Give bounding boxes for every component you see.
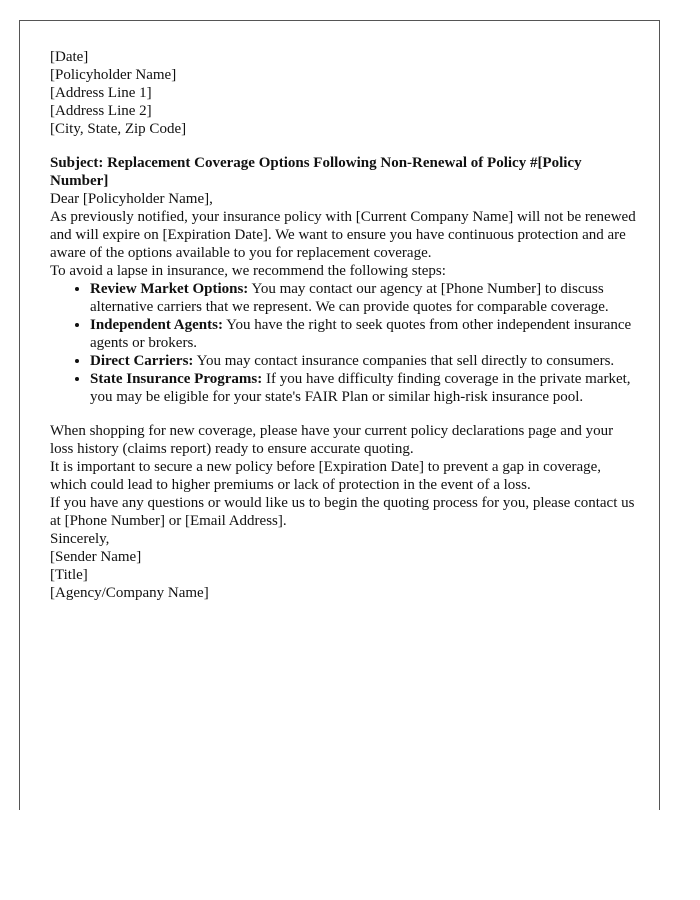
signature-block [50, 548, 640, 602]
recipient-address-line-2: [Address Line 2] [50, 103, 152, 119]
list-item [90, 280, 640, 316]
steps-intro: To avoid a lapse in insurance, we recommend the following steps: [50, 263, 446, 279]
step-title: Review Market Options: [90, 281, 249, 297]
salutation: Dear [Policyholder Name], [50, 191, 213, 207]
step-title: Independent Agents: [90, 317, 223, 333]
step-text: If you have difficulty finding coverage in the private market, you may be eligible for your state's FAIR Plan or similar high-risk insurance pool. [90, 371, 631, 405]
recipient-address-line-1: [Address Line 1] [50, 85, 152, 101]
recipient-city-state-zip: [City, State, Zip Code] [50, 121, 187, 137]
sender-name: [Sender Name] [50, 549, 142, 565]
questions-paragraph: If you have any questions or would like us to begin the quoting process for you, please contact us at [Phone Number] or [Email Address]. [50, 495, 635, 529]
intro-paragraph: As previously notified, your insurance policy with [Current Company Name] will not be renewed and will expire on [Expiration Date]. We want to ensure you have continuous protection and are aware of the options available to you for replacement coverage. [50, 209, 636, 261]
step-title: State Insurance Programs: [90, 371, 263, 387]
recipient-address [50, 66, 640, 138]
step-title: Direct Carriers: [90, 353, 194, 369]
letter-subject: Subject: Replacement Coverage Options Following Non-Renewal of Policy #[Policy Number] [50, 155, 582, 189]
step-text: You may contact insurance companies that sell directly to consumers. [193, 353, 615, 369]
letter-page [19, 20, 660, 810]
importance-paragraph: It is important to secure a new policy before [Expiration Date] to prevent a gap in coverage, which could lead to higher premiums or lack of protection in the event of a loss. [50, 459, 602, 493]
shopping-paragraph: When shopping for new coverage, please have your current policy declarations page and your loss history (claims report) ready to ensure accurate quoting. [50, 423, 614, 457]
list-item [90, 370, 640, 406]
letter-body [50, 48, 640, 602]
closing: Sincerely, [50, 531, 110, 547]
step-text: You may contact our agency at [Phone Number] to discuss alternative carriers that we represent. We can provide quotes for comparable coverage. [90, 281, 609, 315]
recipient-name: [Policyholder Name] [50, 67, 177, 83]
steps-list [50, 280, 640, 406]
letter-date: [Date] [50, 49, 89, 65]
sender-company: [Agency/Company Name] [50, 585, 209, 601]
list-item [90, 316, 640, 352]
step-text: You have the right to seek quotes from other independent insurance agents or brokers. [90, 317, 632, 351]
list-item [90, 352, 640, 370]
sender-title: [Title] [50, 567, 88, 583]
